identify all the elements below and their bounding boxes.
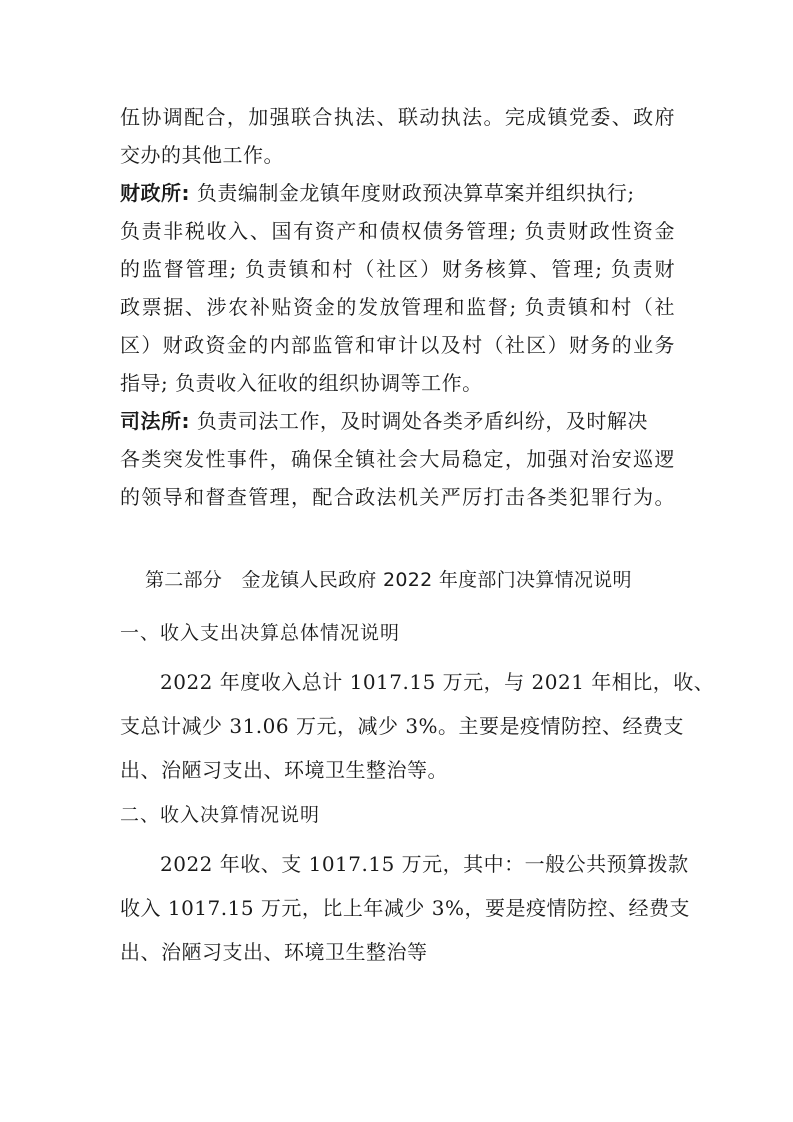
section-heading-overview: 一、收入支出决算总体情况说明 — [120, 622, 401, 644]
justice-office-label: 司法所: — [120, 409, 190, 433]
text-line: 支总计减少 31.06 万元，减少 3%。主要是疫情防控、经费支 — [120, 714, 685, 738]
text-line: 伍协调配合，加强联合执法、联动执法。完成镇党委、政府 — [120, 105, 675, 129]
finance-office-paragraph — [120, 174, 675, 402]
text-line: 的领导和督查管理，配合政法机关严厉打击各类犯罪行为。 — [120, 485, 675, 509]
text-line: 出、治陋习支出、环境卫生整治等 — [120, 940, 428, 964]
part-two-title: 第二部分 金龙镇人民政府 2022 年度部门决算情况说明 — [145, 569, 632, 591]
intro-paragraph — [120, 98, 675, 174]
finance-office-label: 财政所: — [120, 181, 190, 205]
text-line: 财政所: 负责编制金龙镇年度财政预决算草案并组织执行; — [120, 181, 635, 205]
text-line: 司法所: 负责司法工作，及时调处各类矛盾纠纷，及时解决 — [120, 409, 648, 433]
text-line: 政票据、涉农补贴资金的发放管理和监督; 负责镇和村（社 — [120, 295, 675, 319]
section-heading-income: 二、收入决算情况说明 — [120, 804, 321, 826]
text-line: 区）财政资金的内部监管和审计以及村（社区）财务的业务 — [120, 333, 675, 357]
text-line: 2022 年度收入总计 1017.15 万元，与 2021 年相比，收、 — [160, 670, 715, 694]
section-income-paragraph — [120, 842, 691, 974]
text-line: 负责非税收入、国有资产和债权债务管理; 负责财政性资金 — [120, 219, 675, 243]
section-overview-paragraph — [120, 660, 715, 792]
text-line: 各类突发性事件，确保全镇社会大局稳定，加强对治安巡逻 — [120, 447, 675, 471]
text-line: 2022 年收、支 1017.15 万元，其中：一般公共预算拨款 — [160, 852, 689, 876]
text-line: 出、治陋习支出、环境卫生整治等。 — [120, 758, 448, 782]
justice-office-paragraph — [120, 402, 675, 516]
text-line: 指导; 负责收入征收的组织协调等工作。 — [120, 371, 483, 395]
text-line: 的监督管理; 负责镇和村（社区）财务核算、管理; 负责财 — [120, 257, 675, 281]
text-line: 收入 1017.15 万元，比上年减少 3%，要是疫情防控、经费支 — [120, 896, 691, 920]
text-line: 交办的其他工作。 — [120, 143, 284, 167]
